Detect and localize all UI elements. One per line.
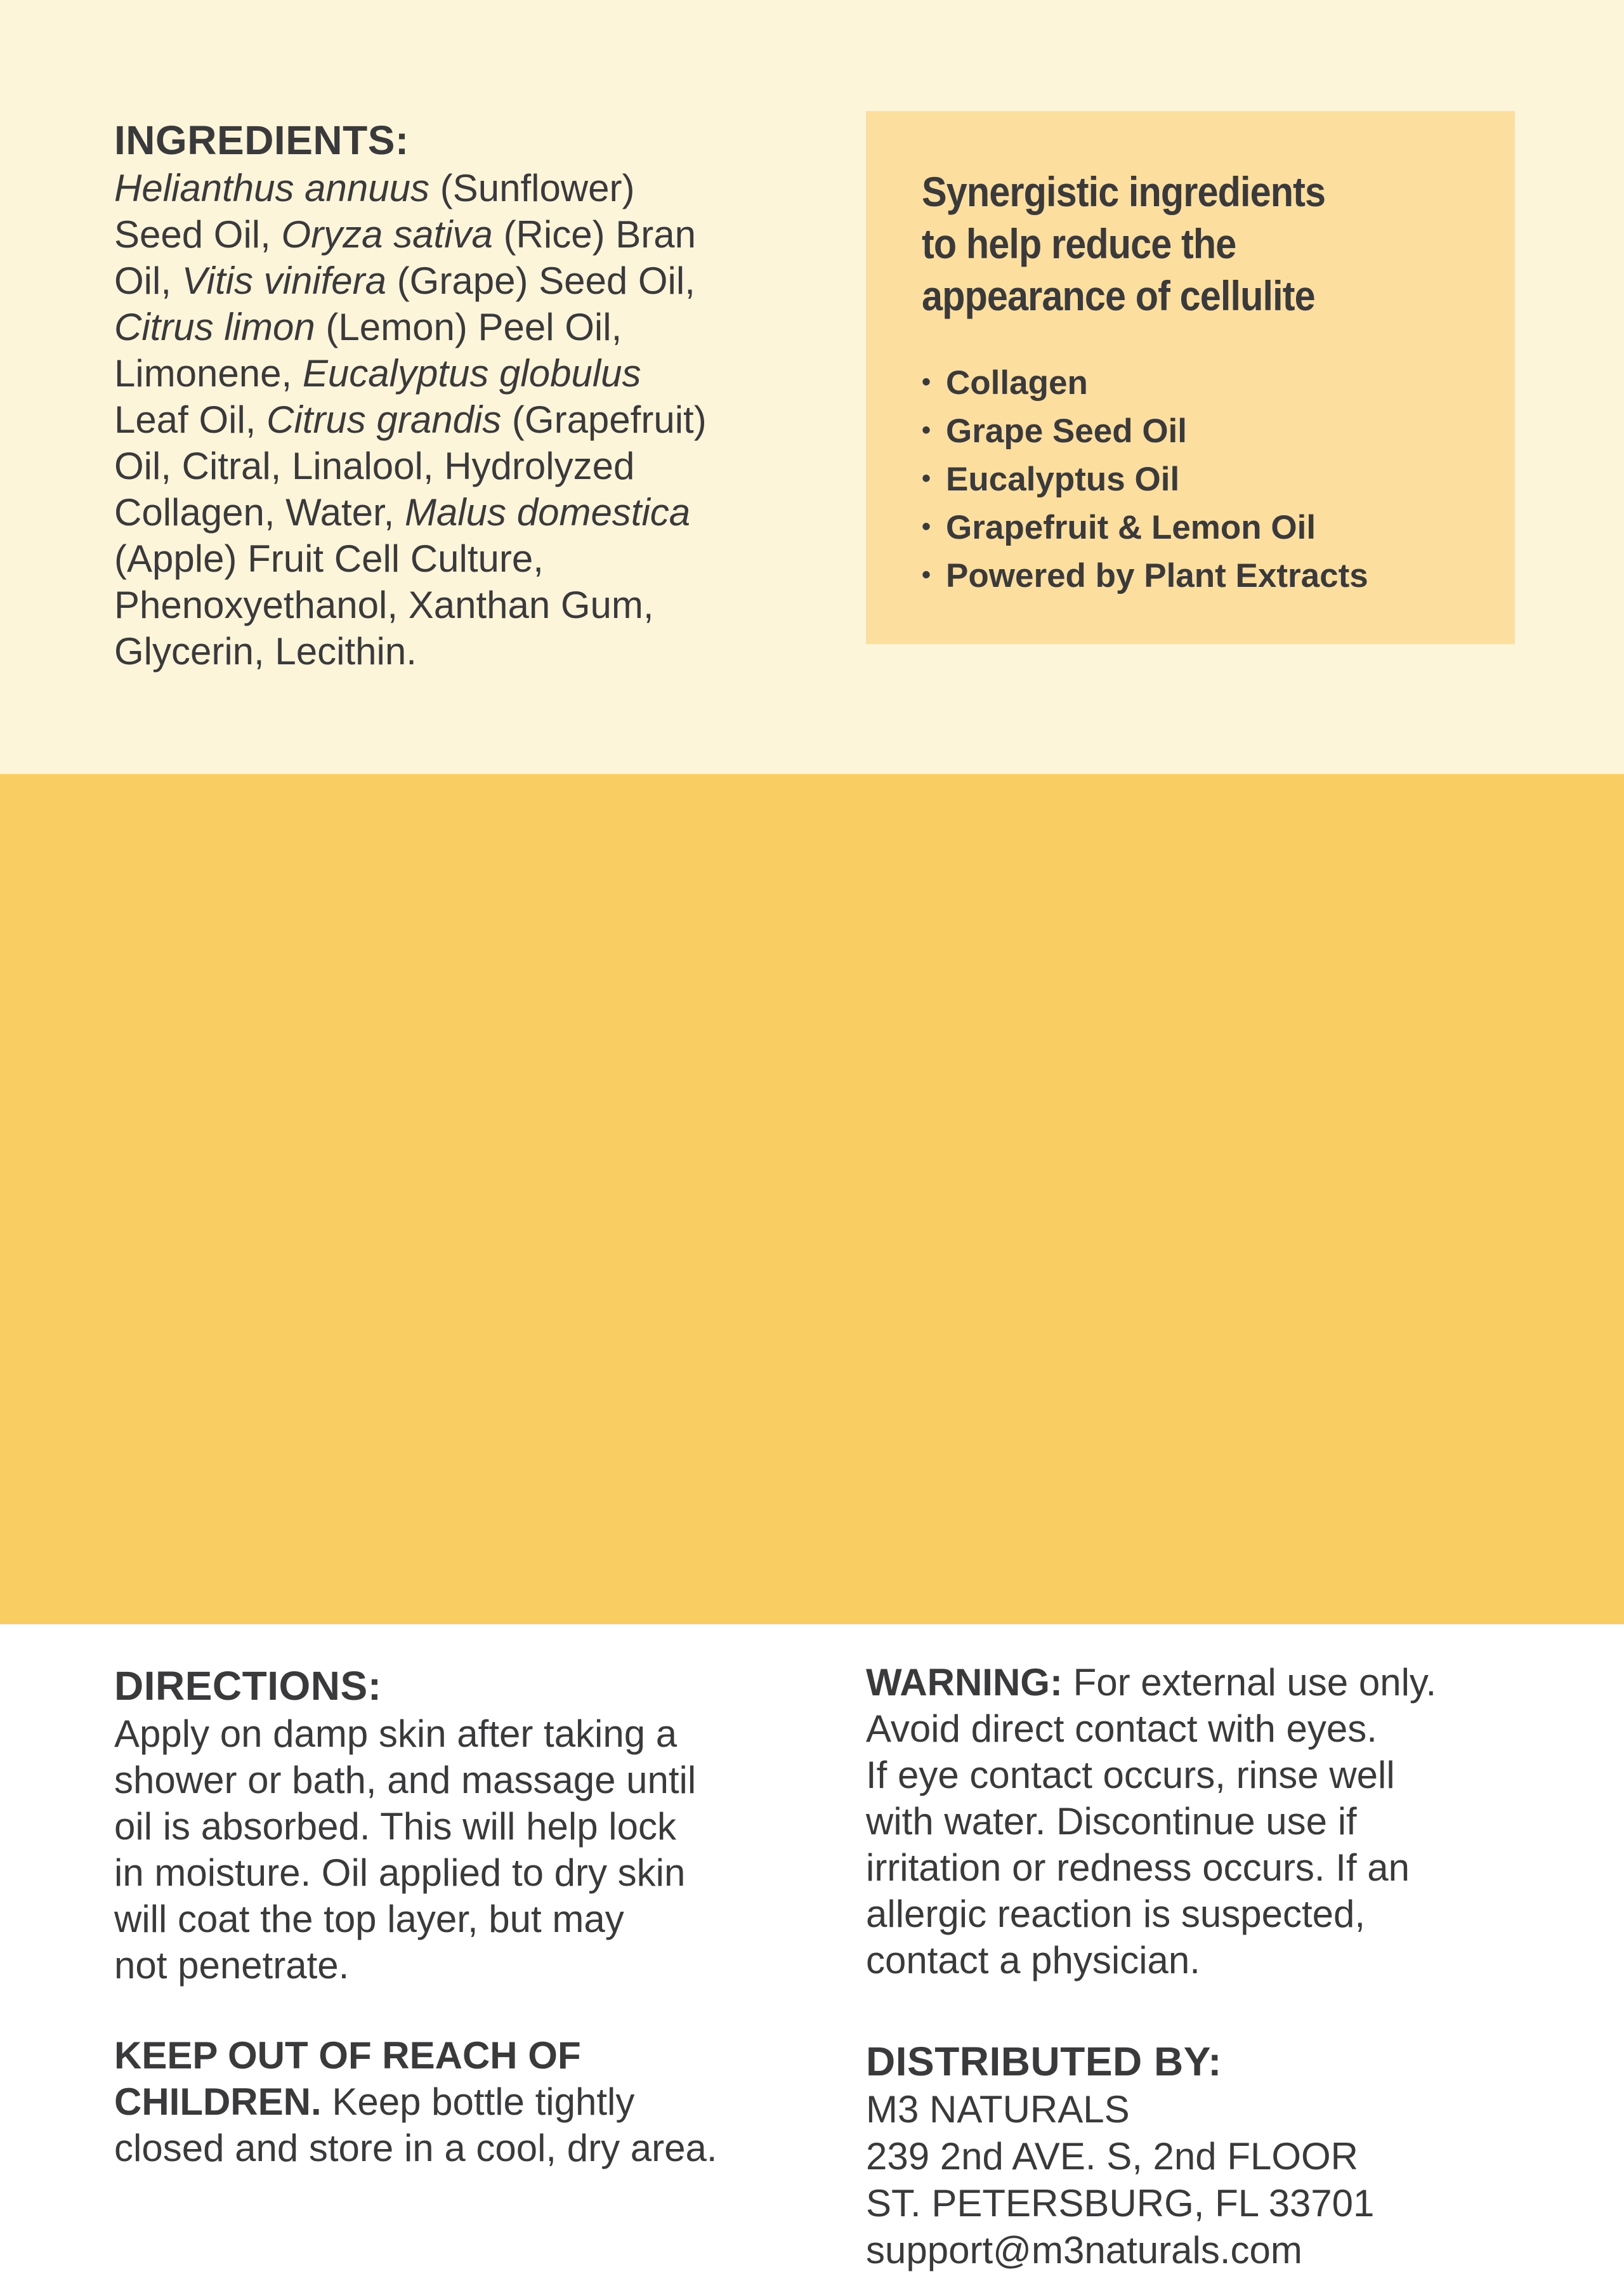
distributed-by-heading: DISTRIBUTED BY:	[866, 2039, 1222, 2084]
bullet-item	[922, 551, 1368, 600]
ingredients-line: Citrus limon (Lemon) Peel Oil,	[114, 306, 622, 348]
spacer	[114, 1988, 717, 2032]
directions-section	[114, 1661, 717, 2171]
ingredients-line: (Apple) Fruit Cell Culture,	[114, 537, 544, 580]
keep-out-line: CHILDREN. Keep bottle tightly	[114, 2080, 635, 2123]
bullet-dot-icon: •	[922, 561, 931, 589]
distributor-email: support@m3naturals.com	[866, 2229, 1302, 2271]
keep-out-line: KEEP OUT OF REACH OF	[114, 2034, 581, 2077]
directions-line: shower or bath, and massage until	[114, 1759, 697, 1801]
ingredients-line: Seed Oil, Oryza sativa (Rice) Bran	[114, 213, 696, 256]
directions-heading: DIRECTIONS:	[114, 1663, 382, 1709]
bullet-label: Powered by Plant Extracts	[946, 557, 1368, 595]
distributor-address-line: ST. PETERSBURG, FL 33701	[866, 2182, 1375, 2225]
bullet-item	[922, 455, 1368, 503]
ingredients-line: Oil, Vitis vinifera (Grape) Seed Oil,	[114, 260, 695, 302]
directions-line: in moisture. Oil applied to dry skin	[114, 1851, 686, 1894]
synergistic-heading-line: appearance of cellulite	[922, 272, 1315, 319]
label-bottom-panel	[0, 774, 1624, 2271]
bullet-item	[922, 407, 1368, 455]
ingredients-section	[114, 115, 707, 674]
bullet-dot-icon: •	[922, 416, 931, 444]
ingredients-line: Limonene, Eucalyptus globulus	[114, 352, 641, 395]
bullet-label: Eucalyptus Oil	[946, 461, 1180, 498]
bullet-item	[922, 358, 1368, 407]
synergistic-heading-line: Synergistic ingredients	[922, 168, 1326, 215]
warning-line: with water. Discontinue use if	[866, 1800, 1357, 1843]
bullet-dot-icon: •	[922, 368, 931, 396]
label-top-panel	[0, 0, 1624, 774]
distributor-address-line: 239 2nd AVE. S, 2nd FLOOR	[866, 2135, 1359, 2178]
ingredients-line: Glycerin, Lecithin.	[114, 630, 417, 673]
warning-line: irritation or redness occurs. If an	[866, 1846, 1410, 1889]
keep-out-section	[114, 2032, 717, 2171]
synergistic-box-heading	[922, 166, 1325, 322]
ingredients-line: Helianthus annuus (Sunflower)	[114, 167, 635, 209]
distributor-name: M3 NATURALS	[866, 2088, 1130, 2131]
ingredients-line: Phenoxyethanol, Xanthan Gum,	[114, 584, 654, 626]
bullet-item	[922, 503, 1368, 551]
benefit-bullet-list	[922, 358, 1368, 600]
ingredients-line: Collagen, Water, Malus domestica	[114, 491, 691, 534]
ingredients-line: Oil, Citral, Linalool, Hydrolyzed	[114, 445, 635, 487]
synergistic-ingredients-box	[866, 111, 1515, 644]
bullet-label: Grapefruit & Lemon Oil	[946, 509, 1316, 546]
bullet-label: Grape Seed Oil	[946, 412, 1187, 450]
warning-line: contact a physician.	[866, 1939, 1200, 1982]
synergistic-heading-line: to help reduce the	[922, 220, 1236, 267]
warning-section	[866, 1659, 1436, 2274]
warning-line: Avoid direct contact with eyes.	[866, 1707, 1377, 1750]
directions-line: oil is absorbed. This will help lock	[114, 1805, 676, 1848]
keep-out-line: closed and store in a cool, dry area.	[114, 2127, 717, 2169]
warning-line: If eye contact occurs, rinse well	[866, 1754, 1395, 1796]
warning-line: allergic reaction is suspected,	[866, 1893, 1366, 1935]
bullet-dot-icon: •	[922, 513, 931, 541]
distributed-by-section	[866, 2037, 1436, 2274]
warning-line: WARNING: For external use only.	[866, 1661, 1437, 1704]
directions-line: Apply on damp skin after taking a	[114, 1712, 678, 1755]
directions-line: will coat the top layer, but may	[114, 1898, 624, 1940]
bullet-label: Collagen	[946, 364, 1088, 402]
bullet-dot-icon: •	[922, 464, 931, 492]
directions-line: not penetrate.	[114, 1944, 350, 1987]
ingredients-heading: INGREDIENTS:	[114, 117, 409, 163]
ingredients-line: Leaf Oil, Citrus grandis (Grapefruit)	[114, 398, 707, 441]
spacer	[866, 1983, 1436, 2037]
